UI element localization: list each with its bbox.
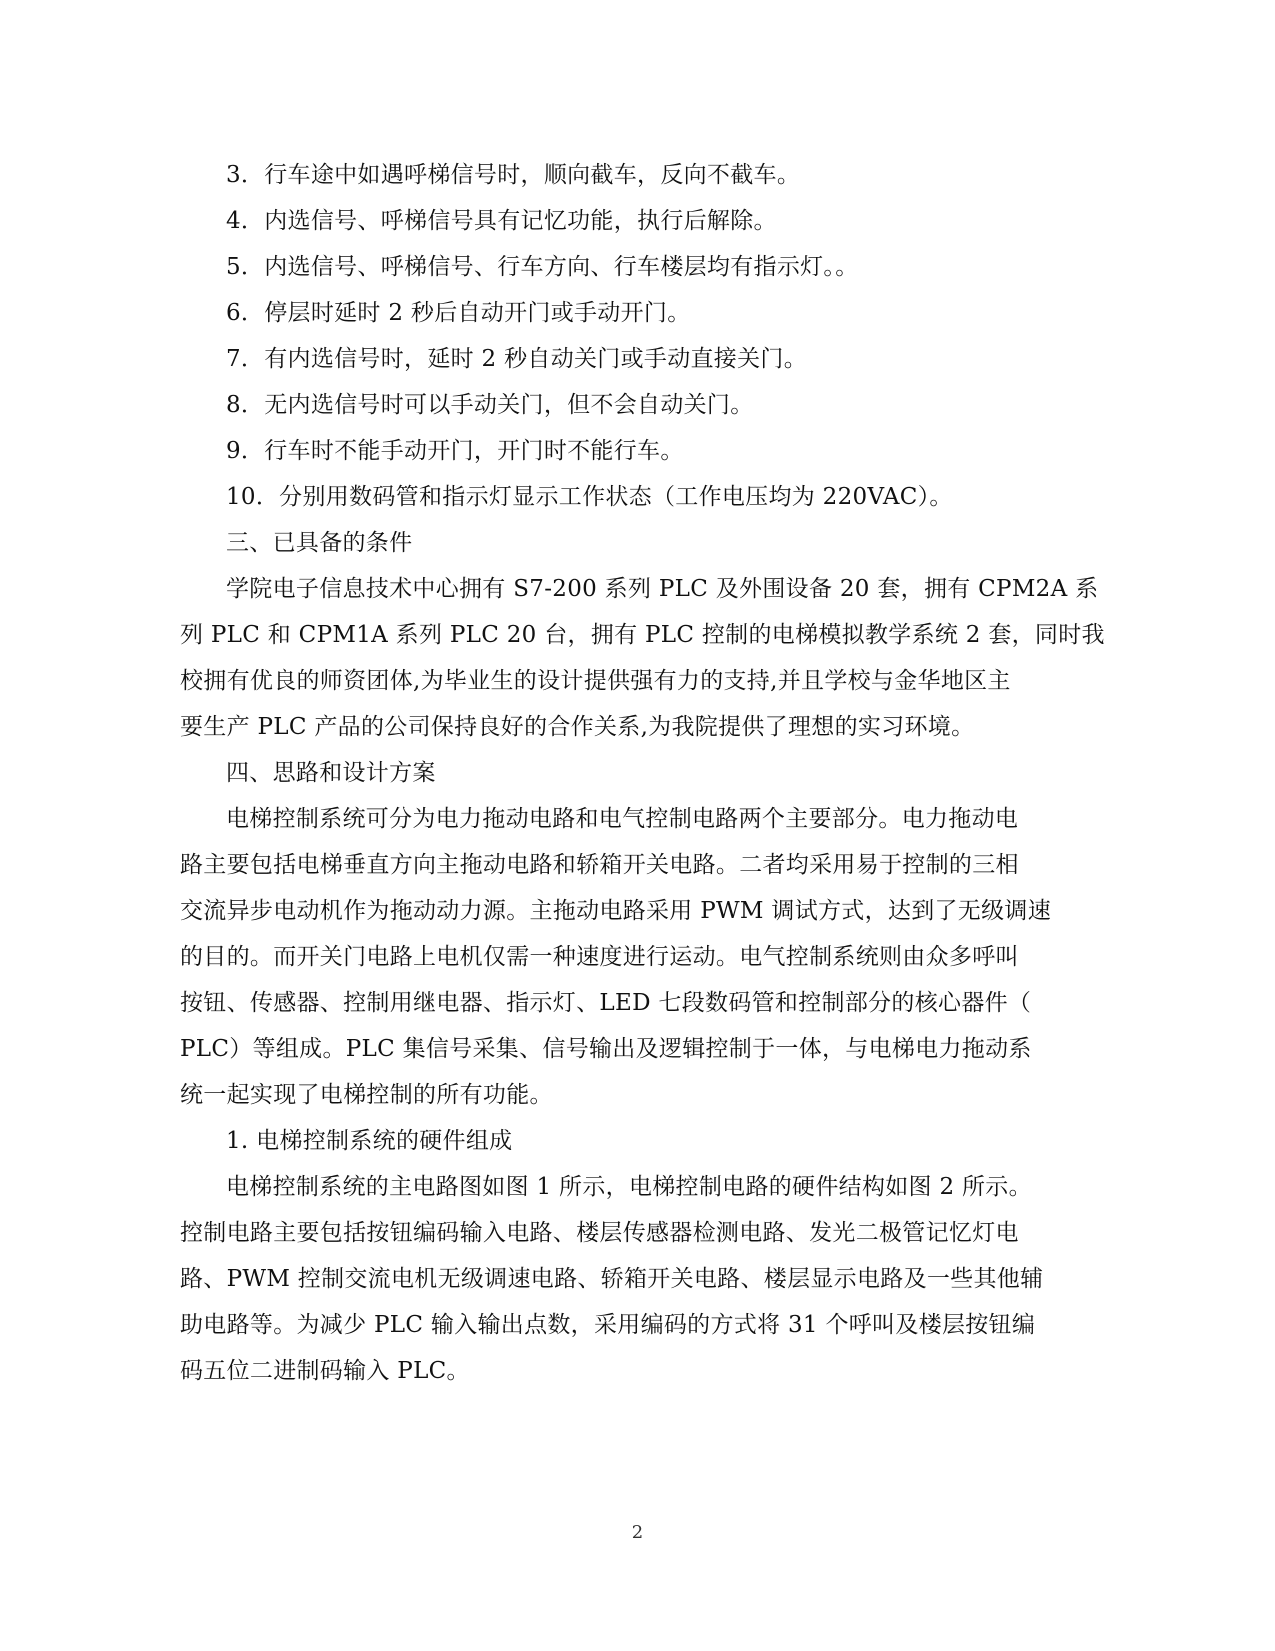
paragraph-line: 电梯控制系统的主电路图如图 1 所示，电梯控制电路的硬件结构如图 2 所示。 bbox=[226, 1174, 1032, 1200]
paragraph-line: 电梯控制系统可分为电力拖动电路和电气控制电路两个主要部分。电力拖动电 bbox=[226, 806, 1019, 832]
paragraph-line: 学院电子信息技术中心拥有 S7-200 系列 PLC 及外围设备 20 套，拥有 CPM2A 系 bbox=[226, 576, 1099, 602]
paragraph-line: 交流异步电动机作为拖动动力源。主拖动电路采用 PWM 调试方式，达到了无级调速 bbox=[180, 898, 1051, 924]
paragraph-line: 统一起实现了电梯控制的所有功能。 bbox=[180, 1082, 553, 1108]
paragraph-line: 的目的。而开关门电路上电机仅需一种速度进行运动。电气控制系统则由众多呼叫 bbox=[180, 944, 1019, 970]
paragraph-line: 路、PWM 控制交流电机无级调速电路、轿箱开关电路、楼层显示电路及一些其他辅 bbox=[180, 1266, 1044, 1292]
list-item: 8．无内选信号时可以手动关门，但不会自动关门。 bbox=[226, 392, 754, 418]
list-item: 9．行车时不能手动开门，开门时不能行车。 bbox=[226, 438, 684, 464]
page-body bbox=[180, 152, 1105, 1394]
paragraph-line: 要生产 PLC 产品的公司保持良好的合作关系,为我院提供了理想的实习环境。 bbox=[180, 714, 975, 740]
section-heading: 三、已具备的条件 bbox=[226, 530, 413, 556]
page-number: 2 bbox=[631, 1522, 644, 1543]
list-item: 3．行车途中如遇呼梯信号时，顺向截车，反向不截车。 bbox=[226, 162, 801, 188]
paragraph-line: 列 PLC 和 CPM1A 系列 PLC 20 台，拥有 PLC 控制的电梯模拟教学系统 2 套，同时我 bbox=[180, 622, 1105, 648]
paragraph-line: 码五位二进制码输入 PLC。 bbox=[180, 1358, 470, 1384]
paragraph-line: 助电路等。为减少 PLC 输入输出点数，采用编码的方式将 31 个呼叫及楼层按钮编 bbox=[180, 1312, 1036, 1338]
paragraph-line: PLC）等组成。PLC 集信号采集、信号输出及逻辑控制于一体，与电梯电力拖动系 bbox=[180, 1036, 1032, 1062]
list-item: 5．内选信号、呼梯信号、行车方向、行车楼层均有指示灯。。 bbox=[226, 254, 859, 280]
paragraph-line: 按钮、传感器、控制用继电器、指示灯、LED 七段数码管和控制部分的核心器件（ bbox=[180, 990, 1032, 1016]
subsection-heading: 1. 电梯控制系统的硬件组成 bbox=[226, 1128, 513, 1154]
list-item: 7．有内选信号时，延时 2 秒自动关门或手动直接关门。 bbox=[226, 346, 807, 372]
paragraph-line: 控制电路主要包括按钮编码输入电路、楼层传感器检测电路、发光二极管记忆灯电 bbox=[180, 1220, 1019, 1246]
paragraph-line: 校拥有优良的师资团体,为毕业生的设计提供强有力的支持,并且学校与金华地区主 bbox=[180, 668, 1011, 694]
section-heading: 四、思路和设计方案 bbox=[226, 760, 436, 786]
paragraph-line: 路主要包括电梯垂直方向主拖动电路和轿箱开关电路。二者均采用易于控制的三相 bbox=[180, 852, 1019, 878]
list-item: 4．内选信号、呼梯信号具有记忆功能，执行后解除。 bbox=[226, 208, 777, 234]
list-item: 6．停层时延时 2 秒后自动开门或手动开门。 bbox=[226, 300, 691, 326]
list-item: 10．分别用数码管和指示灯显示工作状态（工作电压均为 220VAC）。 bbox=[226, 484, 953, 510]
